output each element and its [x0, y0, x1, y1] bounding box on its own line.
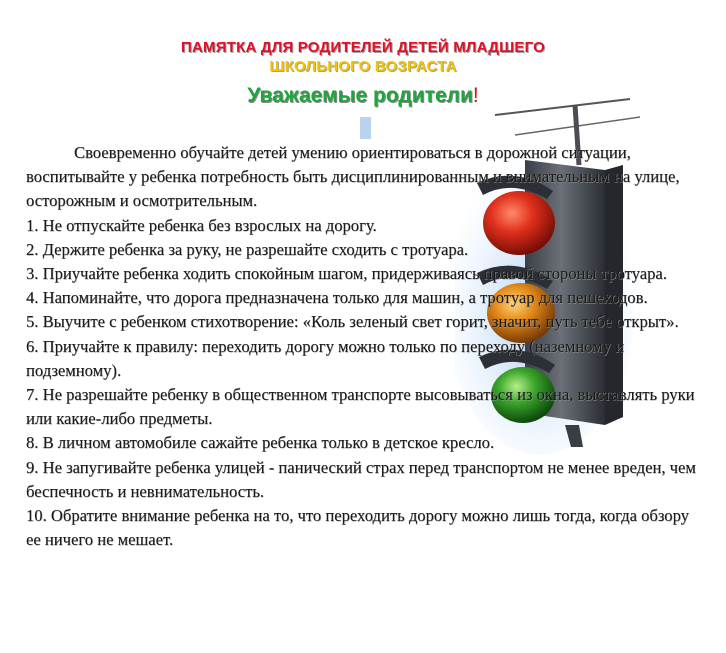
list-item: 5. Выучите с ребенком стихотворение: «Коль зеленый свет горит, значит, путь тебе открыт». — [26, 312, 679, 332]
list-item: 8. В личном автомобиле сажайте ребенка только в детское кресло. — [26, 433, 495, 453]
list-item: 10. Обратите внимание ребенка на то, что переходить дорогу можно лишь тогда, когда обзору ее ничего не мешает. — [26, 506, 689, 550]
list-item: 2. Держите ребенка за руку, не разрешайте сходить с тротуара. — [26, 239, 469, 259]
memo-title-line1: ПАМЯТКА ДЛЯ РОДИТЕЛЕЙ ДЕТЕЙ МЛАДШЕГО — [181, 39, 545, 56]
greeting-text: Уважаемые родители — [247, 84, 473, 107]
memo-title-line2: ШКОЛЬНОГО ВОЗРАСТА — [269, 58, 457, 75]
list-item: 3. Приучайте ребенка ходить спокойным шагом, придерживаясь правой стороны тротуара. — [26, 264, 667, 284]
greeting-heading — [0, 84, 726, 108]
greeting-punctuation: ! — [472, 84, 479, 107]
intro-paragraph: Своевременно обучайте детей умению ориентироваться в дорожной ситуации, воспитывайте у ребенка потребность быть дисциплинированным и внимательным на улице, осторожным и осмотрительным. — [26, 143, 680, 211]
list-item: 4. Напоминайте, что дорога предназначена только для машин, а тротуар для пешеходов. — [26, 288, 648, 308]
list-item: 7. Не разрешайте ребенку в общественном транспорте высовываться из окна, выставлять руки или какие-либо предметы. — [26, 385, 695, 429]
list-item: 9. Не запугивайте ребенка улицей - панический страх перед транспортом не менее вреден, чем беспечность и невнимательность. — [26, 457, 696, 501]
list-item: 1. Не отпускайте ребенка без взрослых на дорогу. — [26, 215, 377, 235]
text-cursor-marker — [360, 117, 371, 139]
list-item: 6. Приучайте к правилу: переходить дорогу можно только по переходу (наземному и подземному). — [26, 336, 625, 380]
memo-body — [26, 141, 698, 552]
